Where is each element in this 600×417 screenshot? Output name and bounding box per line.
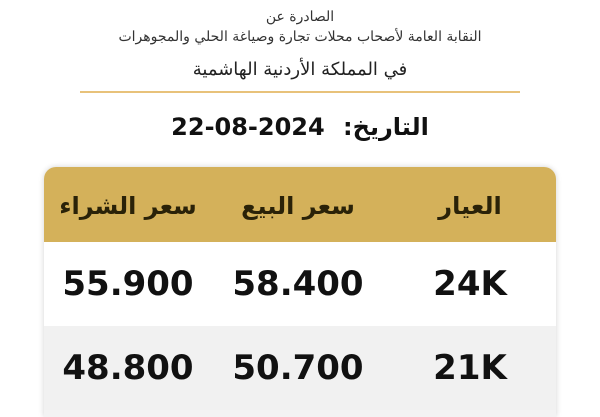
sell-price-cell: 58.400	[232, 264, 364, 304]
header-karat: العيار	[438, 192, 502, 220]
karat-cell: 21K	[433, 348, 507, 388]
country-name: في المملكة الأردنية الهاشمية	[192, 59, 408, 80]
date-value: 22-08-2024	[171, 113, 325, 141]
date-row	[0, 110, 600, 144]
gold-divider	[80, 91, 520, 93]
buy-price-cell: 55.900	[62, 264, 194, 304]
karat-cell: 24K	[433, 264, 507, 304]
buy-price-cell: 48.800	[62, 348, 194, 388]
header-buy-price: سعر الشراء	[59, 192, 197, 220]
issued-by-text: الصادرة عن	[265, 9, 335, 25]
table-row	[44, 242, 556, 326]
price-table	[44, 167, 556, 417]
date-label: التاريخ:	[343, 113, 429, 141]
organization-name: النقابة العامة لأصحاب محلات تجارة وصياغة الحلي والمجوهرات	[118, 29, 482, 45]
header-sell-price: سعر البيع	[241, 192, 355, 220]
sell-price-cell: 50.700	[232, 348, 364, 388]
table-header	[44, 167, 556, 242]
table-row	[44, 326, 556, 410]
